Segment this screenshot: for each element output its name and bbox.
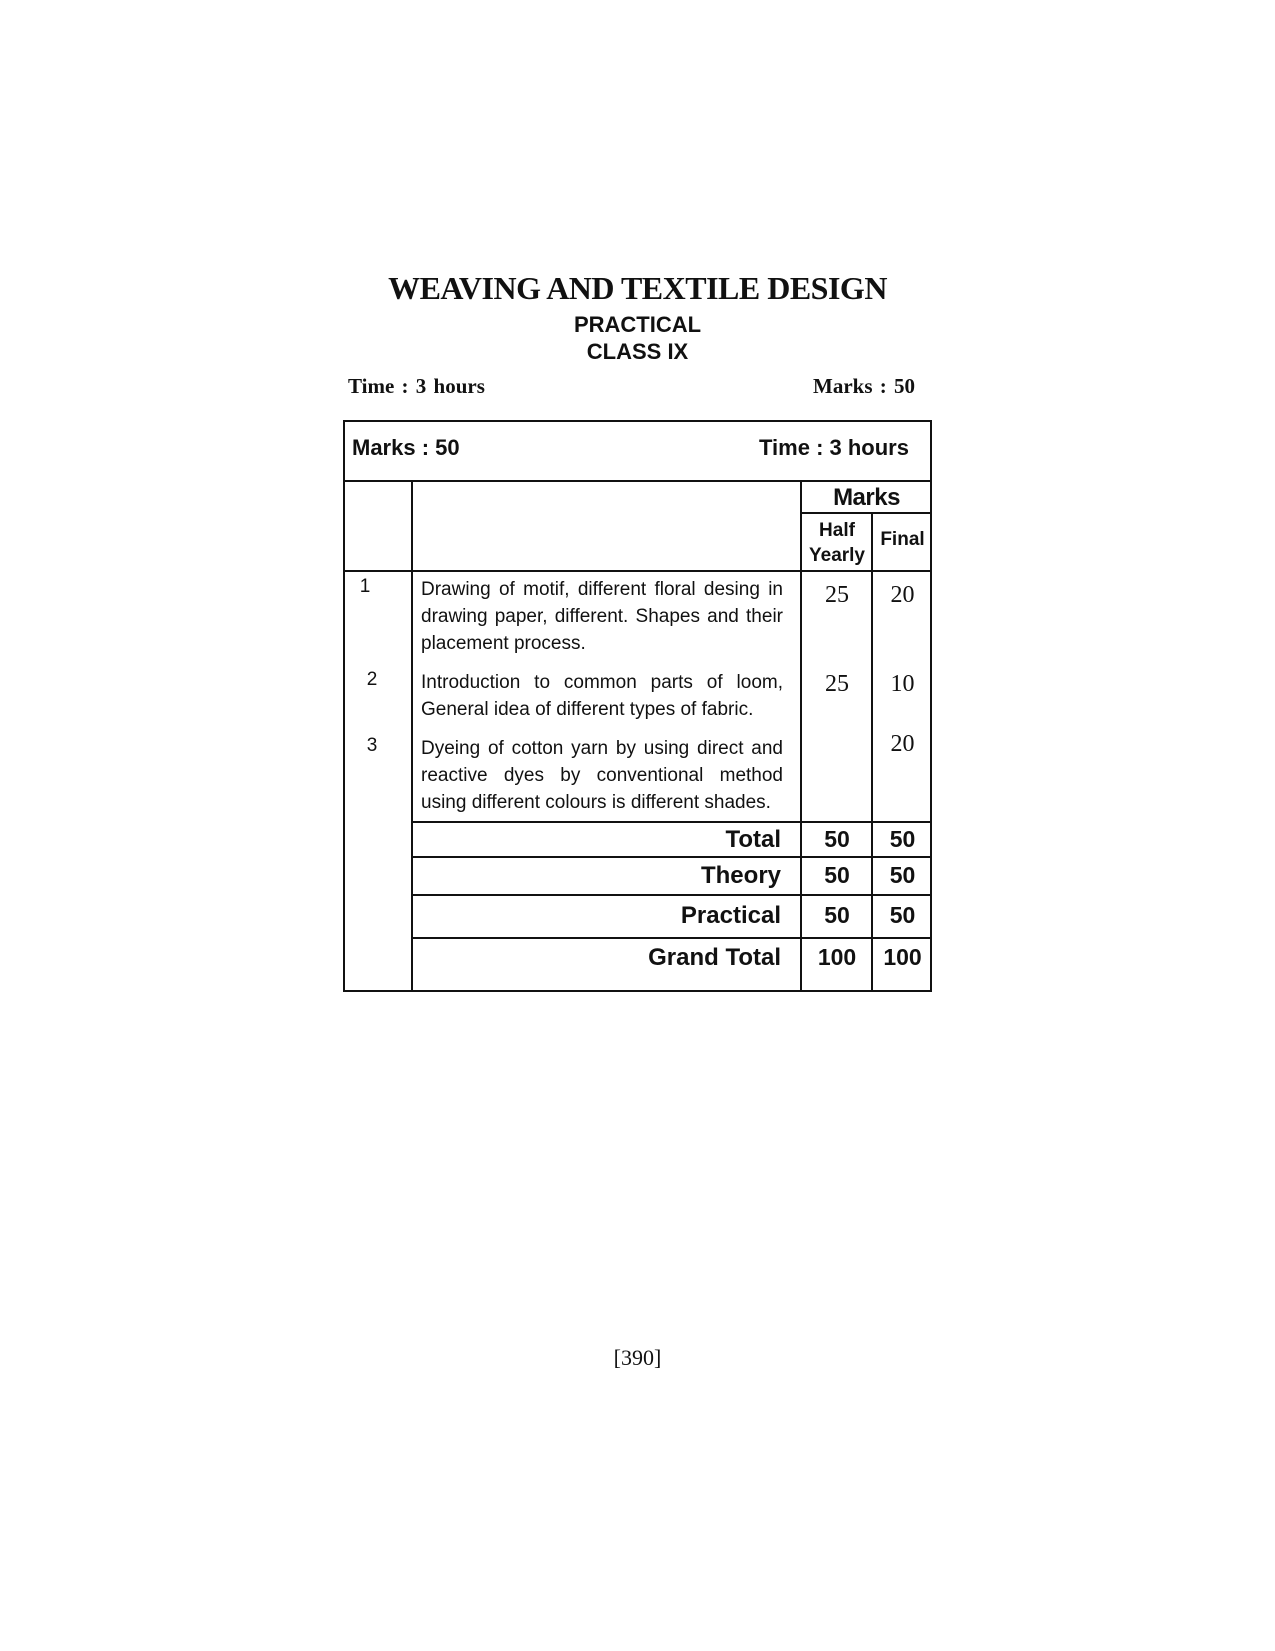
total-final: 50 <box>889 826 916 852</box>
table-rule <box>412 894 932 896</box>
table-header-time: Time : 3 hours <box>759 435 909 460</box>
time-label: Time : 3 hours <box>348 374 485 398</box>
page-number: [390] <box>613 1345 662 1370</box>
theory-half-yearly: 50 <box>824 862 850 888</box>
row-description: Drawing of motif, different floral desing in drawing paper, different. Shapes and their placement process. <box>421 579 783 654</box>
page-title: WEAVING AND TEXTILE DESIGN <box>388 270 887 306</box>
practical-final: 50 <box>889 902 916 928</box>
practical-label: Practical <box>680 902 781 929</box>
column-header-half-line2: Yearly <box>809 545 865 566</box>
subtitle-class: CLASS IX <box>586 339 689 364</box>
row-description: Introduction to common parts of loom, General idea of different types of fabric. <box>421 672 783 720</box>
column-header-half-yearly <box>802 518 872 568</box>
theory-final: 50 <box>889 862 916 888</box>
row-final: 10 <box>890 671 915 697</box>
grand-total-half-yearly: 100 <box>817 944 857 970</box>
table-rule <box>411 480 413 992</box>
subtitle-practical: PRACTICAL <box>573 312 702 337</box>
grand-total-label: Grand Total <box>648 944 781 971</box>
row-number: 1 <box>359 576 371 597</box>
grand-total-final: 100 <box>883 944 922 970</box>
total-half-yearly: 50 <box>824 826 850 852</box>
column-header-marks: Marks <box>833 484 900 511</box>
table-rule <box>801 512 932 514</box>
row-description: Dyeing of cotton yarn by using direct and reactive dyes by conventional method using different colours is different shades. <box>421 738 783 813</box>
theory-label: Theory <box>700 862 781 889</box>
table-rule <box>412 856 932 858</box>
column-header-half-line1: Half <box>819 520 855 541</box>
table-rule <box>412 821 932 823</box>
row-half-yearly: 25 <box>825 671 849 697</box>
row-half-yearly: 25 <box>825 582 849 608</box>
total-label: Total <box>725 826 781 853</box>
column-header-final: Final <box>880 529 925 550</box>
table-header-marks: Marks : 50 <box>352 435 460 460</box>
practical-half-yearly: 50 <box>824 902 850 928</box>
row-number: 2 <box>366 669 378 690</box>
table-rule <box>343 570 932 572</box>
table-rule <box>343 480 932 482</box>
row-final: 20 <box>890 582 915 608</box>
row-number: 3 <box>366 735 378 756</box>
marks-label: Marks : 50 <box>813 374 915 398</box>
table-rule <box>412 937 932 939</box>
row-final: 20 <box>890 731 915 757</box>
